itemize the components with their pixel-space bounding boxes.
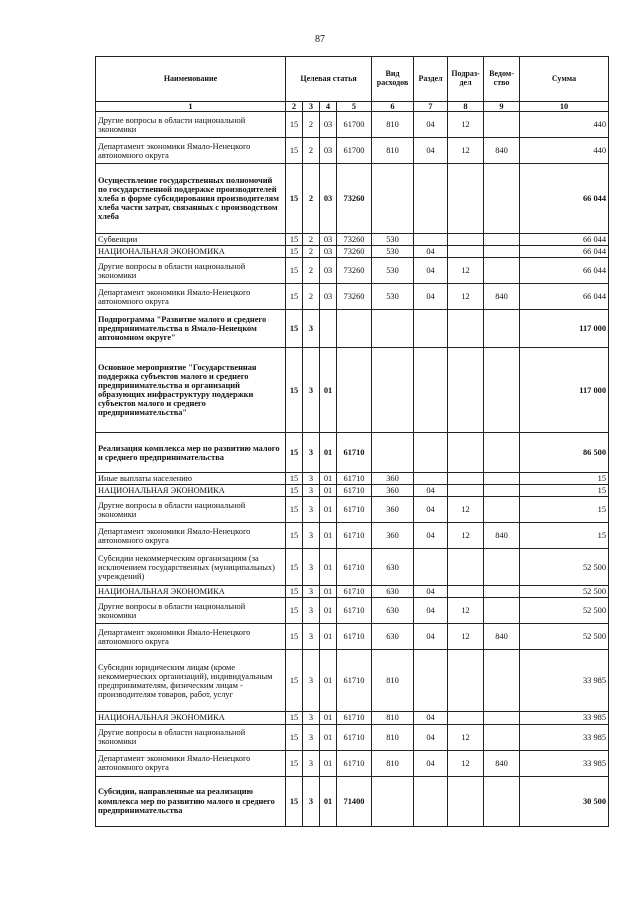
target-code-direction: 61710 <box>337 750 372 776</box>
subsection-cell: 12 <box>448 284 484 310</box>
section-cell: 04 <box>414 750 448 776</box>
subsection-cell: 12 <box>448 624 484 650</box>
expense-type-cell: 810 <box>372 724 414 750</box>
section-cell <box>414 650 448 712</box>
header-target: Целевая статья <box>286 57 372 102</box>
column-number: 2 <box>286 102 303 112</box>
column-number: 5 <box>337 102 372 112</box>
row-name-cell: Подпрограмма "Развитие малого и среднего предпринимательства в Ямало-Ненецком автономном округе" <box>96 310 286 348</box>
row-name-cell: Иные выплаты населению <box>96 473 286 485</box>
target-code-subprogram: 3 <box>303 523 320 549</box>
subsection-cell <box>448 485 484 497</box>
expense-type-cell <box>372 433 414 473</box>
row-name-cell: Реализация комплекса мер по развитию малого и среднего предпринимательства <box>96 433 286 473</box>
target-code-event: 03 <box>320 246 337 258</box>
expense-type-cell: 810 <box>372 650 414 712</box>
subsection-cell <box>448 776 484 826</box>
section-cell: 04 <box>414 523 448 549</box>
column-number: 10 <box>520 102 609 112</box>
target-code-subprogram: 2 <box>303 246 320 258</box>
section-cell: 04 <box>414 138 448 164</box>
target-code-direction: 73260 <box>337 234 372 246</box>
header-expense-type: Вид расходов <box>372 57 414 102</box>
amount-cell: 117 000 <box>520 310 609 348</box>
expense-type-cell: 360 <box>372 497 414 523</box>
subsection-cell <box>448 234 484 246</box>
section-cell <box>414 433 448 473</box>
department-cell <box>484 586 520 598</box>
target-code-program: 15 <box>286 310 303 348</box>
amount-cell: 15 <box>520 485 609 497</box>
amount-cell: 52 500 <box>520 586 609 598</box>
row-name-cell: Другие вопросы в области национальной экономики <box>96 598 286 624</box>
table-row <box>96 258 609 284</box>
target-code-subprogram: 3 <box>303 586 320 598</box>
target-code-event: 01 <box>320 473 337 485</box>
section-cell: 04 <box>414 724 448 750</box>
column-number: 4 <box>320 102 337 112</box>
row-name-cell: НАЦИОНАЛЬНАЯ ЭКОНОМИКА <box>96 246 286 258</box>
department-cell <box>484 549 520 586</box>
target-code-event: 03 <box>320 234 337 246</box>
section-cell: 04 <box>414 586 448 598</box>
section-cell <box>414 348 448 433</box>
row-name-cell: Департамент экономики Ямало-Ненецкого автономного округа <box>96 284 286 310</box>
department-cell <box>484 348 520 433</box>
table-row <box>96 234 609 246</box>
target-code-program: 15 <box>286 473 303 485</box>
row-name-cell: Другие вопросы в области национальной экономики <box>96 258 286 284</box>
amount-cell: 440 <box>520 112 609 138</box>
row-name-cell: НАЦИОНАЛЬНАЯ ЭКОНОМИКА <box>96 712 286 724</box>
target-code-event: 01 <box>320 724 337 750</box>
target-code-program: 15 <box>286 348 303 433</box>
department-cell <box>484 258 520 284</box>
row-name-cell: Субвенции <box>96 234 286 246</box>
header-name: Наименование <box>96 57 286 102</box>
row-name-cell: Департамент экономики Ямало-Ненецкого автономного округа <box>96 624 286 650</box>
expense-type-cell: 630 <box>372 586 414 598</box>
expense-type-cell <box>372 310 414 348</box>
target-code-event: 01 <box>320 598 337 624</box>
target-code-direction: 61710 <box>337 712 372 724</box>
target-code-program: 15 <box>286 650 303 712</box>
header-subsection: Подраз-дел <box>448 57 484 102</box>
expense-type-cell <box>372 164 414 234</box>
department-cell <box>484 776 520 826</box>
section-cell: 04 <box>414 284 448 310</box>
column-number: 6 <box>372 102 414 112</box>
table-row <box>96 549 609 586</box>
amount-cell: 117 000 <box>520 348 609 433</box>
department-cell: 840 <box>484 138 520 164</box>
target-code-program: 15 <box>286 284 303 310</box>
department-cell <box>484 598 520 624</box>
subsection-cell <box>448 348 484 433</box>
section-cell <box>414 310 448 348</box>
row-name-cell: Другие вопросы в области национальной экономики <box>96 724 286 750</box>
target-code-program: 15 <box>286 750 303 776</box>
amount-cell: 33 985 <box>520 724 609 750</box>
subsection-cell <box>448 310 484 348</box>
column-number: 1 <box>96 102 286 112</box>
amount-cell: 66 044 <box>520 284 609 310</box>
target-code-program: 15 <box>286 112 303 138</box>
header-row <box>96 57 609 102</box>
target-code-direction: 61710 <box>337 473 372 485</box>
target-code-event: 01 <box>320 776 337 826</box>
target-code-event <box>320 310 337 348</box>
section-cell: 04 <box>414 497 448 523</box>
target-code-program: 15 <box>286 497 303 523</box>
target-code-program: 15 <box>286 598 303 624</box>
subsection-cell: 12 <box>448 724 484 750</box>
department-cell <box>484 724 520 750</box>
row-name-cell: Субсидии некоммерческим организациям (за исключением государственных (муниципальных) учреждений) <box>96 549 286 586</box>
target-code-event: 03 <box>320 284 337 310</box>
section-cell: 04 <box>414 712 448 724</box>
section-cell: 04 <box>414 624 448 650</box>
subsection-cell <box>448 650 484 712</box>
row-name-cell: НАЦИОНАЛЬНАЯ ЭКОНОМИКА <box>96 586 286 598</box>
target-code-program: 15 <box>286 164 303 234</box>
subsection-cell <box>448 473 484 485</box>
target-code-event: 01 <box>320 624 337 650</box>
subsection-cell: 12 <box>448 138 484 164</box>
target-code-event: 01 <box>320 433 337 473</box>
target-code-event: 01 <box>320 712 337 724</box>
section-cell: 04 <box>414 246 448 258</box>
section-cell: 04 <box>414 258 448 284</box>
target-code-program: 15 <box>286 138 303 164</box>
target-code-direction: 61700 <box>337 112 372 138</box>
section-cell <box>414 549 448 586</box>
amount-cell: 33 985 <box>520 650 609 712</box>
amount-cell: 33 985 <box>520 712 609 724</box>
target-code-event: 01 <box>320 348 337 433</box>
row-name-cell: НАЦИОНАЛЬНАЯ ЭКОНОМИКА <box>96 485 286 497</box>
expense-type-cell: 810 <box>372 112 414 138</box>
target-code-direction: 73260 <box>337 258 372 284</box>
target-code-event: 03 <box>320 258 337 284</box>
row-name-cell: Департамент экономики Ямало-Ненецкого автономного округа <box>96 750 286 776</box>
section-cell: 04 <box>414 485 448 497</box>
target-code-event: 01 <box>320 523 337 549</box>
department-cell: 840 <box>484 624 520 650</box>
page-number: 87 <box>315 34 325 45</box>
target-code-subprogram: 2 <box>303 284 320 310</box>
table-row <box>96 586 609 598</box>
target-code-event: 03 <box>320 112 337 138</box>
budget-table <box>95 56 609 827</box>
expense-type-cell: 360 <box>372 523 414 549</box>
table-row <box>96 473 609 485</box>
target-code-direction: 71400 <box>337 776 372 826</box>
target-code-event: 03 <box>320 164 337 234</box>
expense-type-cell: 810 <box>372 138 414 164</box>
subsection-cell: 12 <box>448 750 484 776</box>
subsection-cell <box>448 712 484 724</box>
header-section: Раздел <box>414 57 448 102</box>
table-row <box>96 164 609 234</box>
target-code-program: 15 <box>286 776 303 826</box>
table-row <box>96 485 609 497</box>
section-cell <box>414 473 448 485</box>
target-code-program: 15 <box>286 433 303 473</box>
subsection-cell <box>448 433 484 473</box>
table-row <box>96 112 609 138</box>
target-code-direction: 61710 <box>337 485 372 497</box>
amount-cell: 52 500 <box>520 624 609 650</box>
section-cell: 04 <box>414 598 448 624</box>
amount-cell: 66 044 <box>520 234 609 246</box>
amount-cell: 52 500 <box>520 598 609 624</box>
target-code-subprogram: 2 <box>303 164 320 234</box>
expense-type-cell: 360 <box>372 473 414 485</box>
expense-type-cell: 530 <box>372 234 414 246</box>
target-code-program: 15 <box>286 549 303 586</box>
target-code-event: 01 <box>320 750 337 776</box>
table-row <box>96 712 609 724</box>
department-cell <box>484 473 520 485</box>
target-code-program: 15 <box>286 586 303 598</box>
amount-cell: 30 500 <box>520 776 609 826</box>
column-number-row <box>96 102 609 112</box>
row-name-cell: Другие вопросы в области национальной экономики <box>96 112 286 138</box>
amount-cell: 66 044 <box>520 164 609 234</box>
target-code-direction: 61710 <box>337 624 372 650</box>
amount-cell: 15 <box>520 473 609 485</box>
target-code-direction: 61710 <box>337 650 372 712</box>
subsection-cell <box>448 586 484 598</box>
department-cell <box>484 497 520 523</box>
amount-cell: 440 <box>520 138 609 164</box>
row-name-cell: Основное мероприятие "Государственная поддержка субъектов малого и среднего предпринимательства и организаций образующих инфраструктуру поддержки субъектов малого и среднего предпринимательства" <box>96 348 286 433</box>
table-row <box>96 310 609 348</box>
table-row <box>96 724 609 750</box>
column-number: 7 <box>414 102 448 112</box>
target-code-subprogram: 3 <box>303 650 320 712</box>
target-code-subprogram: 2 <box>303 234 320 246</box>
column-number: 8 <box>448 102 484 112</box>
amount-cell: 66 044 <box>520 258 609 284</box>
expense-type-cell: 530 <box>372 258 414 284</box>
section-cell <box>414 234 448 246</box>
target-code-direction: 73260 <box>337 284 372 310</box>
target-code-program: 15 <box>286 246 303 258</box>
department-cell <box>484 650 520 712</box>
target-code-direction: 61710 <box>337 549 372 586</box>
row-name-cell: Другие вопросы в области национальной экономики <box>96 497 286 523</box>
target-code-subprogram: 3 <box>303 497 320 523</box>
target-code-subprogram: 3 <box>303 549 320 586</box>
target-code-direction: 61700 <box>337 138 372 164</box>
amount-cell: 52 500 <box>520 549 609 586</box>
target-code-direction: 61710 <box>337 586 372 598</box>
target-code-event: 01 <box>320 586 337 598</box>
target-code-subprogram: 3 <box>303 724 320 750</box>
subsection-cell: 12 <box>448 523 484 549</box>
target-code-subprogram: 3 <box>303 485 320 497</box>
table-row <box>96 776 609 826</box>
table-row <box>96 624 609 650</box>
target-code-event: 01 <box>320 485 337 497</box>
target-code-direction: 61710 <box>337 724 372 750</box>
expense-type-cell: 530 <box>372 246 414 258</box>
target-code-subprogram: 3 <box>303 473 320 485</box>
target-code-direction <box>337 310 372 348</box>
department-cell: 840 <box>484 523 520 549</box>
subsection-cell: 12 <box>448 598 484 624</box>
expense-type-cell: 810 <box>372 750 414 776</box>
target-code-direction: 73260 <box>337 246 372 258</box>
target-code-subprogram: 3 <box>303 433 320 473</box>
amount-cell: 86 500 <box>520 433 609 473</box>
table-row <box>96 650 609 712</box>
target-code-direction: 61710 <box>337 497 372 523</box>
target-code-program: 15 <box>286 485 303 497</box>
table-row <box>96 246 609 258</box>
amount-cell: 33 985 <box>520 750 609 776</box>
target-code-subprogram: 3 <box>303 712 320 724</box>
department-cell <box>484 310 520 348</box>
target-code-direction <box>337 348 372 433</box>
expense-type-cell: 630 <box>372 549 414 586</box>
target-code-subprogram: 2 <box>303 112 320 138</box>
header-amount: Сумма <box>520 57 609 102</box>
subsection-cell: 12 <box>448 258 484 284</box>
target-code-program: 15 <box>286 712 303 724</box>
target-code-subprogram: 3 <box>303 310 320 348</box>
amount-cell: 15 <box>520 523 609 549</box>
row-name-cell: Субсидии, направленные на реализацию комплекса мер по развитию малого и среднего предпринимательства <box>96 776 286 826</box>
expense-type-cell: 530 <box>372 284 414 310</box>
target-code-direction: 61710 <box>337 433 372 473</box>
expense-type-cell: 810 <box>372 712 414 724</box>
target-code-program: 15 <box>286 624 303 650</box>
target-code-subprogram: 3 <box>303 598 320 624</box>
amount-cell: 15 <box>520 497 609 523</box>
target-code-subprogram: 3 <box>303 776 320 826</box>
target-code-subprogram: 3 <box>303 624 320 650</box>
table-row <box>96 598 609 624</box>
department-cell <box>484 485 520 497</box>
target-code-subprogram: 2 <box>303 138 320 164</box>
subsection-cell: 12 <box>448 112 484 138</box>
table-row <box>96 523 609 549</box>
target-code-program: 15 <box>286 724 303 750</box>
subsection-cell <box>448 549 484 586</box>
target-code-program: 15 <box>286 523 303 549</box>
column-number: 3 <box>303 102 320 112</box>
department-cell <box>484 164 520 234</box>
table-row <box>96 138 609 164</box>
row-name-cell: Департамент экономики Ямало-Ненецкого автономного округа <box>96 138 286 164</box>
target-code-direction: 61710 <box>337 523 372 549</box>
subsection-cell: 12 <box>448 497 484 523</box>
expense-type-cell <box>372 776 414 826</box>
target-code-direction: 73260 <box>337 164 372 234</box>
target-code-subprogram: 3 <box>303 750 320 776</box>
row-name-cell: Департамент экономики Ямало-Ненецкого автономного округа <box>96 523 286 549</box>
department-cell: 840 <box>484 284 520 310</box>
department-cell <box>484 712 520 724</box>
section-cell: 04 <box>414 112 448 138</box>
table-body <box>96 112 609 826</box>
target-code-program: 15 <box>286 234 303 246</box>
row-name-cell: Осуществление государственных полномочий по государственной поддержке производителей хлеба в форме субсидирования производителям хлеба части затрат, связанных с производством хлеба <box>96 164 286 234</box>
department-cell <box>484 433 520 473</box>
subsection-cell <box>448 246 484 258</box>
department-cell: 840 <box>484 750 520 776</box>
column-number: 9 <box>484 102 520 112</box>
header-department: Ведом-ство <box>484 57 520 102</box>
subsection-cell <box>448 164 484 234</box>
target-code-program: 15 <box>286 258 303 284</box>
target-code-event: 01 <box>320 549 337 586</box>
table-row <box>96 284 609 310</box>
table-row <box>96 750 609 776</box>
expense-type-cell: 630 <box>372 598 414 624</box>
target-code-event: 01 <box>320 650 337 712</box>
target-code-event: 03 <box>320 138 337 164</box>
target-code-event: 01 <box>320 497 337 523</box>
expense-type-cell: 630 <box>372 624 414 650</box>
target-code-direction: 61710 <box>337 598 372 624</box>
amount-cell: 66 044 <box>520 246 609 258</box>
department-cell <box>484 246 520 258</box>
department-cell <box>484 234 520 246</box>
row-name-cell: Субсидии юридическим лицам (кроме некоммерческих организаций), индивидуальным предпринимателям, физическим лицам - производителям товаров, работ, услуг <box>96 650 286 712</box>
expense-type-cell <box>372 348 414 433</box>
target-code-subprogram: 2 <box>303 258 320 284</box>
section-cell <box>414 776 448 826</box>
table-row <box>96 348 609 433</box>
table-row <box>96 497 609 523</box>
table-row <box>96 433 609 473</box>
target-code-subprogram: 3 <box>303 348 320 433</box>
section-cell <box>414 164 448 234</box>
expense-type-cell: 360 <box>372 485 414 497</box>
department-cell <box>484 112 520 138</box>
